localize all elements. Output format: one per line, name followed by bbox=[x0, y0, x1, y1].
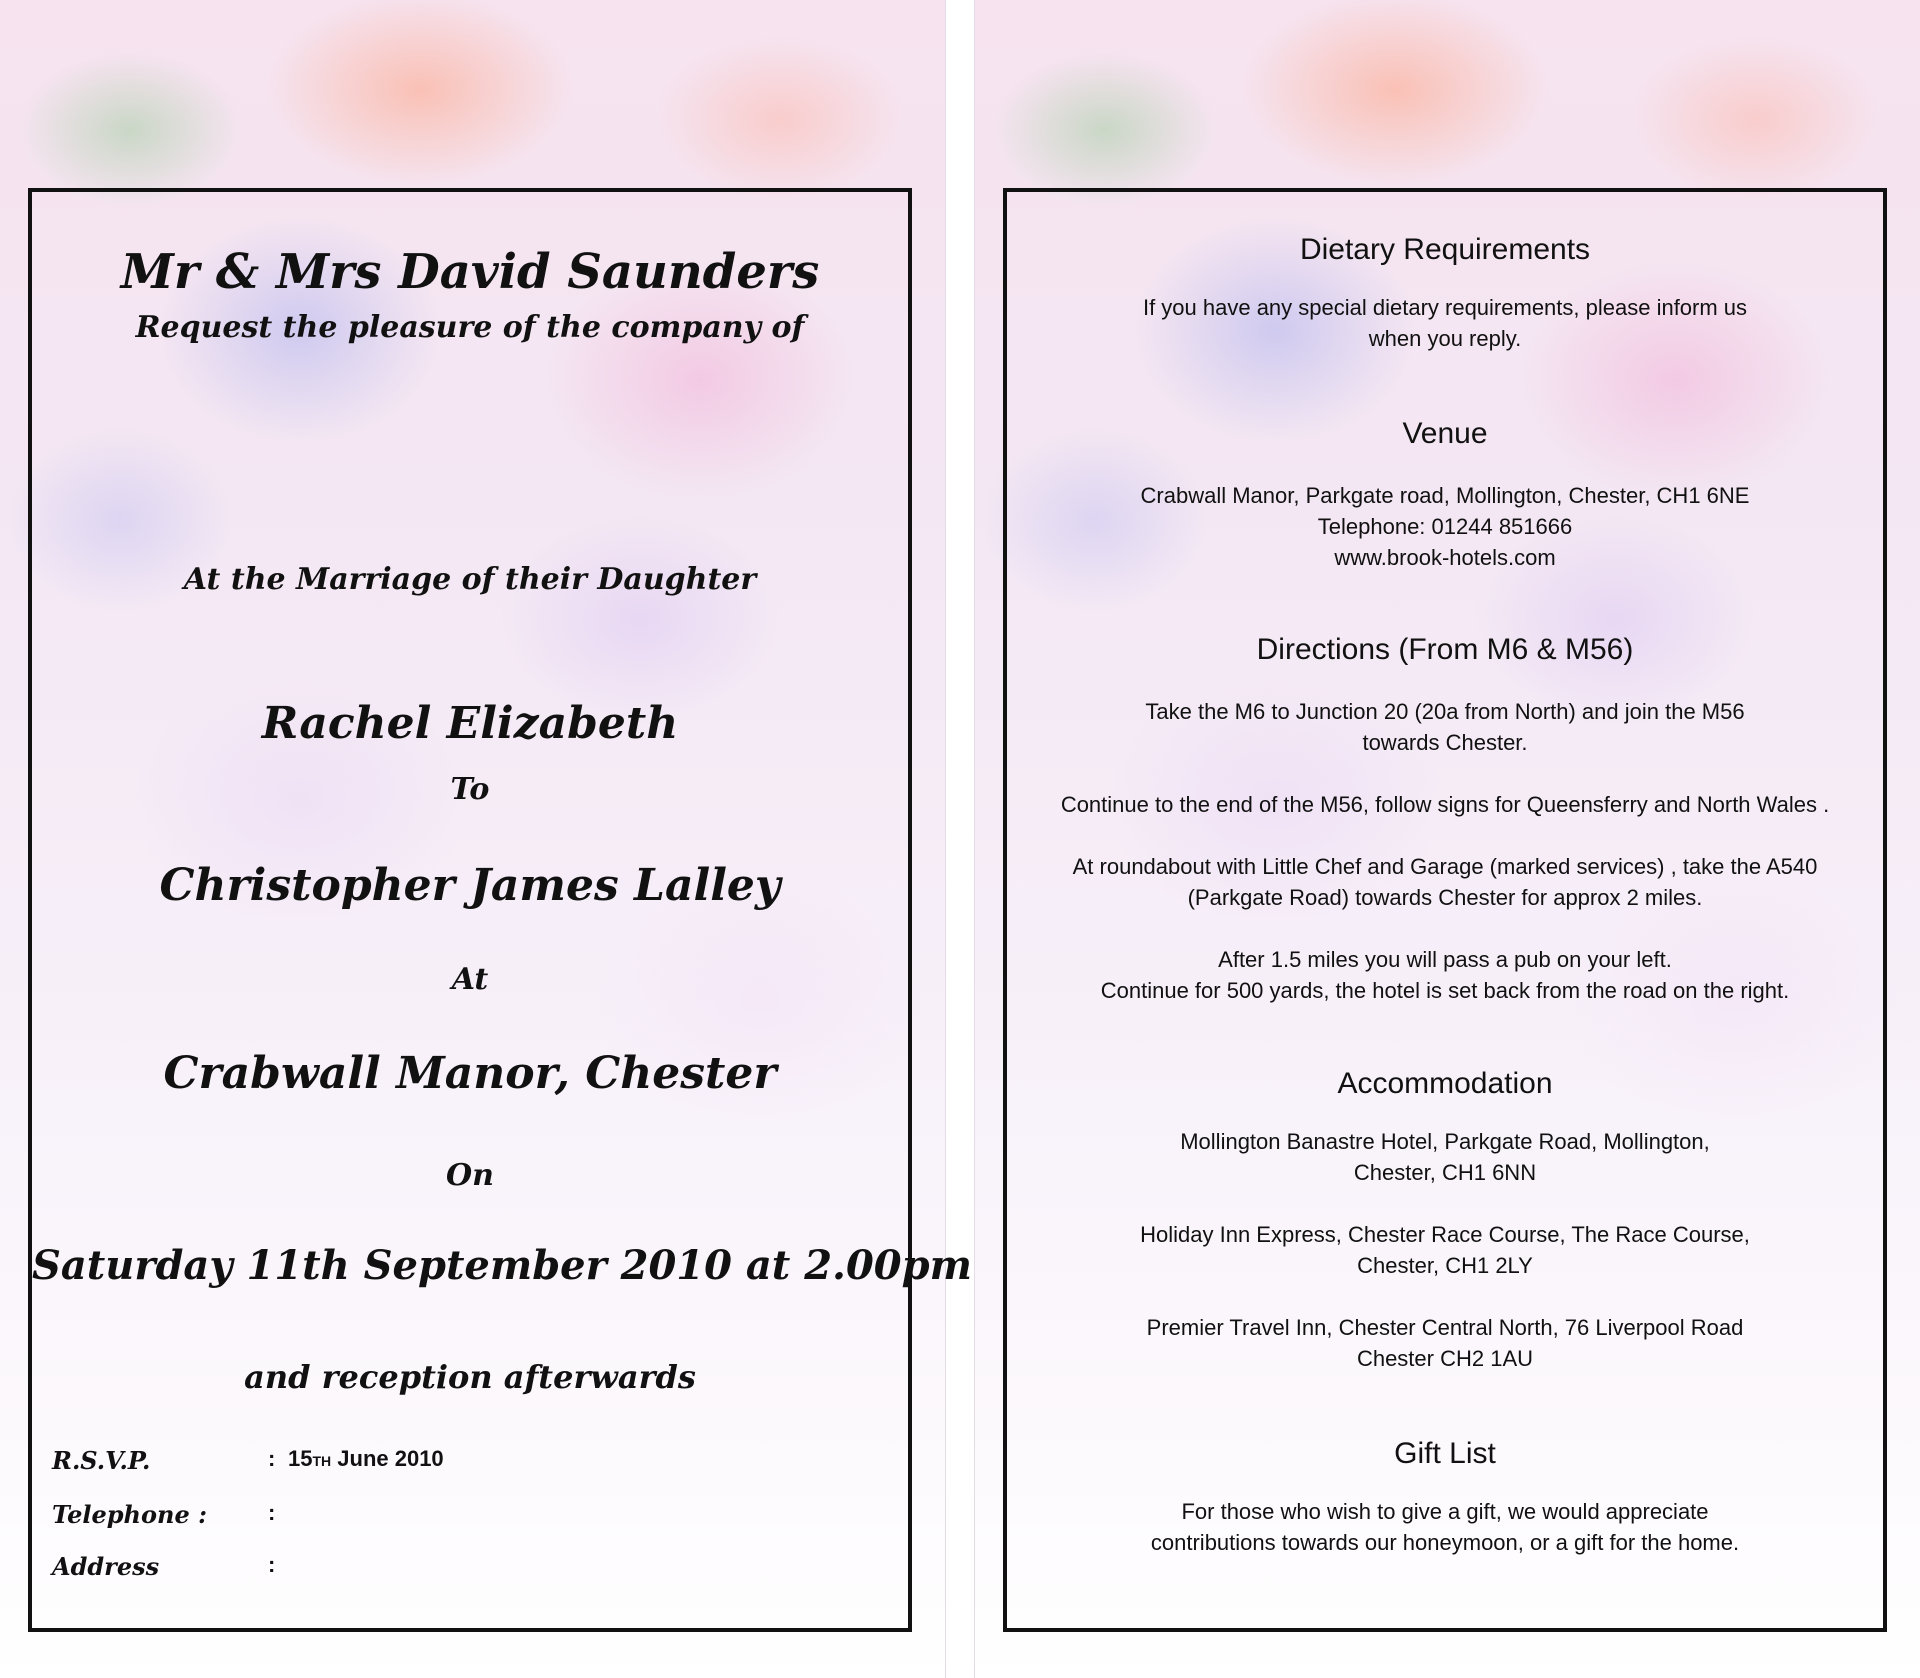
invitation-on-word: On bbox=[446, 1158, 494, 1193]
hotel-entry bbox=[1007, 1126, 1883, 1188]
hotel-line: Premier Travel Inn, Chester Central North, 76 Liverpool Road bbox=[1146, 1315, 1744, 1340]
dietary-text-line: when you reply. bbox=[1368, 326, 1522, 351]
paragraph-gap bbox=[1007, 820, 1883, 851]
bride-name: Rachel Elizabeth bbox=[261, 698, 679, 749]
directions-line: towards Chester. bbox=[1362, 730, 1528, 755]
reception-line: and reception afterwards bbox=[244, 1358, 696, 1396]
gift-list-text bbox=[1007, 1496, 1883, 1558]
rsvp-label: R.S.V.P. bbox=[52, 1446, 151, 1475]
rsvp-date-rest: June 2010 bbox=[331, 1446, 444, 1471]
invitation-to-word: To bbox=[450, 772, 490, 807]
directions-paragraph bbox=[1007, 851, 1883, 913]
directions-line: (Parkgate Road) towards Chester for approx 2 miles. bbox=[1187, 885, 1703, 910]
rsvp-date-day: 15 bbox=[288, 1446, 313, 1471]
accommodation-section bbox=[1007, 1066, 1883, 1374]
accommodation-heading: Accommodation bbox=[1337, 1067, 1553, 1100]
invitation-at-word: At bbox=[451, 962, 489, 997]
hotel-entry bbox=[1007, 1219, 1883, 1281]
venue-website[interactable]: www.brook-hotels.com bbox=[1334, 545, 1556, 570]
accommodation-body bbox=[1007, 1126, 1883, 1374]
hotel-line: Mollington Banastre Hotel, Parkgate Road, Mollington, bbox=[1180, 1129, 1710, 1154]
telephone-label: Telephone : bbox=[52, 1500, 207, 1529]
directions-line: Continue for 500 yards, the hotel is set back from the road on the right. bbox=[1100, 978, 1790, 1003]
gift-list-heading: Gift List bbox=[1394, 1437, 1496, 1470]
directions-body bbox=[1007, 696, 1883, 1006]
venue-details bbox=[1007, 480, 1883, 573]
directions-line: Continue to the end of the M56, follow signs for Queensferry and North Wales . bbox=[1060, 792, 1830, 817]
gift-list-line: contributions towards our honeymoon, or a gift for the home. bbox=[1150, 1530, 1740, 1555]
directions-paragraph bbox=[1007, 696, 1883, 758]
directions-heading: Directions (From M6 & M56) bbox=[1256, 633, 1634, 666]
rsvp-row bbox=[52, 1446, 872, 1482]
directions-section bbox=[1007, 632, 1883, 1006]
directions-line: After 1.5 miles you will pass a pub on your left. bbox=[1218, 947, 1672, 972]
information-frame bbox=[1003, 188, 1887, 1632]
venue-telephone: Telephone: 01244 851666 bbox=[1317, 514, 1573, 539]
paragraph-gap bbox=[1007, 758, 1883, 789]
groom-name: Christopher James Lalley bbox=[159, 860, 781, 911]
paragraph-gap bbox=[1007, 1281, 1883, 1312]
ceremony-date: Saturday 11th September 2010 at 2.00pm bbox=[32, 1242, 972, 1289]
address-label: Address bbox=[52, 1552, 160, 1581]
telephone-row bbox=[52, 1500, 872, 1536]
venue-address: Crabwall Manor, Parkgate road, Mollington, Chester, CH1 6NE bbox=[1140, 483, 1750, 508]
information-card bbox=[975, 0, 1920, 1678]
dietary-text-line: If you have any special dietary requirements, please inform us bbox=[1142, 295, 1748, 320]
invitation-request-line: Request the pleasure of the company of bbox=[135, 310, 805, 345]
rsvp-date bbox=[288, 1446, 444, 1472]
dietary-heading: Dietary Requirements bbox=[1299, 233, 1591, 266]
hotel-line: Chester CH2 1AU bbox=[1356, 1346, 1534, 1371]
ceremony-venue: Crabwall Manor, Chester bbox=[163, 1048, 777, 1099]
venue-heading: Venue bbox=[1402, 417, 1488, 450]
rsvp-colon: : bbox=[268, 1446, 276, 1471]
paragraph-gap bbox=[1007, 913, 1883, 944]
dietary-text bbox=[1007, 292, 1883, 354]
hotel-line: Holiday Inn Express, Chester Race Course, The Race Course, bbox=[1140, 1222, 1750, 1247]
telephone-colon: : bbox=[268, 1500, 276, 1525]
hotel-line: Chester, CH1 2LY bbox=[1357, 1253, 1533, 1278]
dietary-section bbox=[1007, 232, 1883, 354]
directions-line: Take the M6 to Junction 20 (20a from North) and join the M56 bbox=[1145, 699, 1745, 724]
address-row bbox=[52, 1552, 872, 1588]
invitation-marriage-line: At the Marriage of their Daughter bbox=[183, 562, 757, 597]
venue-section bbox=[1007, 416, 1883, 573]
invitation-hosts: Mr & Mrs David Saunders bbox=[120, 244, 820, 300]
directions-paragraph bbox=[1007, 789, 1883, 820]
address-colon: : bbox=[268, 1552, 276, 1577]
gift-list-line: For those who wish to give a gift, we would appreciate bbox=[1181, 1499, 1709, 1524]
invitation-frame bbox=[28, 188, 972, 1632]
paragraph-gap bbox=[1007, 1188, 1883, 1219]
directions-paragraph bbox=[1007, 944, 1883, 1006]
gift-list-section bbox=[1007, 1436, 1883, 1558]
rsvp-date-suffix: TH bbox=[312, 1453, 332, 1469]
directions-line: At roundabout with Little Chef and Garage (marked services) , take the A540 bbox=[1072, 854, 1818, 879]
hotel-entry bbox=[1007, 1312, 1883, 1374]
hotel-line: Chester, CH1 6NN bbox=[1353, 1160, 1537, 1185]
